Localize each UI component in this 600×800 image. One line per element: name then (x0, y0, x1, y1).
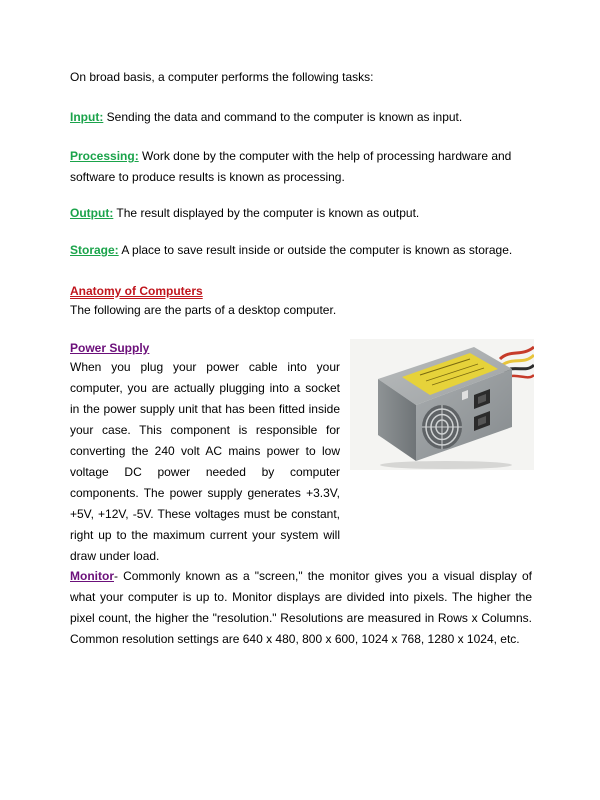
task-input-paragraph (70, 107, 532, 128)
task-processing-text: Work done by the computer with the help of processing hardware and software to produce results is known as processing. (70, 149, 512, 184)
monitor-text: - Commonly known as a "screen," the monitor gives you a visual display of what your computer is up to. Monitor displays are divided into pixels. The higher the pixel count, the higher the "resolution." Resolutions are measured in Rows x Columns. Common resolution settings are 640 x 480, 800 x 600, 1024 x 768, 1280 x 1024, etc. (70, 569, 532, 646)
power-supply-heading (70, 338, 149, 359)
monitor-paragraph (70, 566, 532, 650)
task-output-text: The result displayed by the computer is known as output. (113, 206, 420, 220)
task-storage-paragraph (70, 240, 532, 261)
power-supply-illustration (350, 339, 534, 470)
intro-paragraph: On broad basis, a computer performs the following tasks: (70, 70, 374, 84)
fan-grille-icon (422, 405, 462, 449)
task-input-text: Sending the data and command to the computer is known as input. (103, 110, 463, 124)
task-processing-term: Processing: (70, 149, 139, 163)
task-output-paragraph (70, 203, 532, 224)
task-output-term: Output: (70, 206, 114, 220)
anatomy-paragraph: The following are the parts of a desktop computer. (70, 303, 337, 317)
anatomy-heading-text: Anatomy of Computers (70, 284, 203, 298)
task-storage-text: A place to save result inside or outside the computer is known as storage. (118, 243, 513, 257)
task-storage-term: Storage: (70, 243, 119, 257)
power-supply-heading-text: Power Supply (70, 341, 150, 355)
task-input-term: Input: (70, 110, 104, 124)
power-supply-photo (350, 339, 534, 470)
anatomy-heading (70, 281, 203, 302)
task-processing-paragraph (70, 146, 532, 188)
power-supply-paragraph: When you plug your power cable into your computer, you are actually plugging into a socket in the power supply unit that has been fitted inside your case. This component is responsible for converting the 240 volt AC mains power to low voltage DC power needed by computer components. The power supply generates +3.3V, +5V, +12V, -5V. These voltages must be constant, right up to the maximum current your system will draw under load. (70, 360, 340, 563)
monitor-term: Monitor (70, 569, 114, 583)
